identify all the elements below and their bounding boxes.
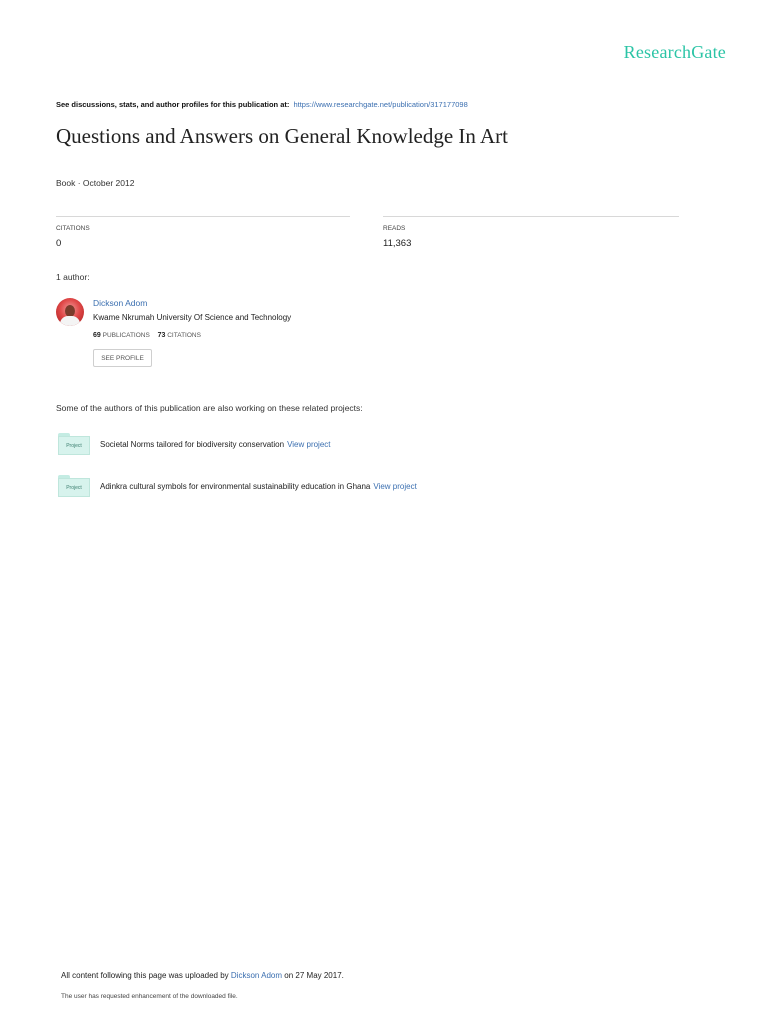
project-title-text: Societal Norms tailored for biodiversity conservation	[100, 439, 285, 449]
publication-meta: Book · October 2012	[56, 178, 135, 188]
author-affiliation: Kwame Nkrumah University Of Science and Technology	[93, 313, 292, 322]
project-title	[100, 482, 417, 491]
uploader-link[interactable]: Dickson Adom	[230, 971, 283, 980]
citations-value: 0	[56, 238, 62, 249]
reads-label: READS	[383, 225, 406, 232]
project-folder-icon	[58, 475, 90, 497]
author-avatar[interactable]	[56, 298, 84, 326]
view-project-link[interactable]: View project	[373, 481, 417, 491]
project-icon-label: Project	[58, 436, 90, 455]
author-name-link[interactable]: Dickson Adom	[93, 298, 148, 308]
project-title-text: Adinkra cultural symbols for environmental sustainability education in Ghana	[100, 481, 371, 491]
author-citations-label: CITATIONS	[167, 332, 201, 339]
project-title	[100, 440, 331, 449]
view-project-link[interactable]: View project	[287, 439, 331, 449]
project-row	[58, 473, 417, 499]
upload-info	[61, 971, 344, 980]
publication-url-link[interactable]: https://www.researchgate.net/publication/317177098	[293, 100, 468, 109]
project-row	[58, 431, 331, 457]
publications-count: 69	[93, 332, 101, 339]
authors-heading: 1 author:	[56, 272, 90, 282]
see-discussions-line	[56, 100, 468, 109]
project-folder-icon	[58, 433, 90, 455]
see-discussions-text: See discussions, stats, and author profiles for this publication at:	[56, 100, 290, 109]
citations-label: CITATIONS	[56, 225, 90, 232]
related-projects-heading: Some of the authors of this publication are also working on these related projects:	[56, 403, 363, 413]
reads-value: 11,363	[383, 238, 412, 249]
enhancement-note: The user has requested enhancement of the downloaded file.	[61, 993, 238, 1000]
publication-title: Questions and Answers on General Knowledge In Art	[56, 124, 508, 148]
citations-divider	[56, 216, 350, 217]
see-profile-button[interactable]: SEE PROFILE	[93, 349, 152, 367]
upload-suffix: on 27 May 2017.	[284, 971, 344, 980]
upload-prefix: All content following this page was uploaded by	[61, 971, 229, 980]
reads-divider	[383, 216, 679, 217]
author-citations-count: 73	[157, 332, 166, 339]
author-counts	[93, 332, 207, 339]
researchgate-logo[interactable]: ResearchGate	[623, 42, 726, 62]
project-icon-label: Project	[58, 478, 90, 497]
publications-label: PUBLICATIONS	[102, 332, 150, 339]
